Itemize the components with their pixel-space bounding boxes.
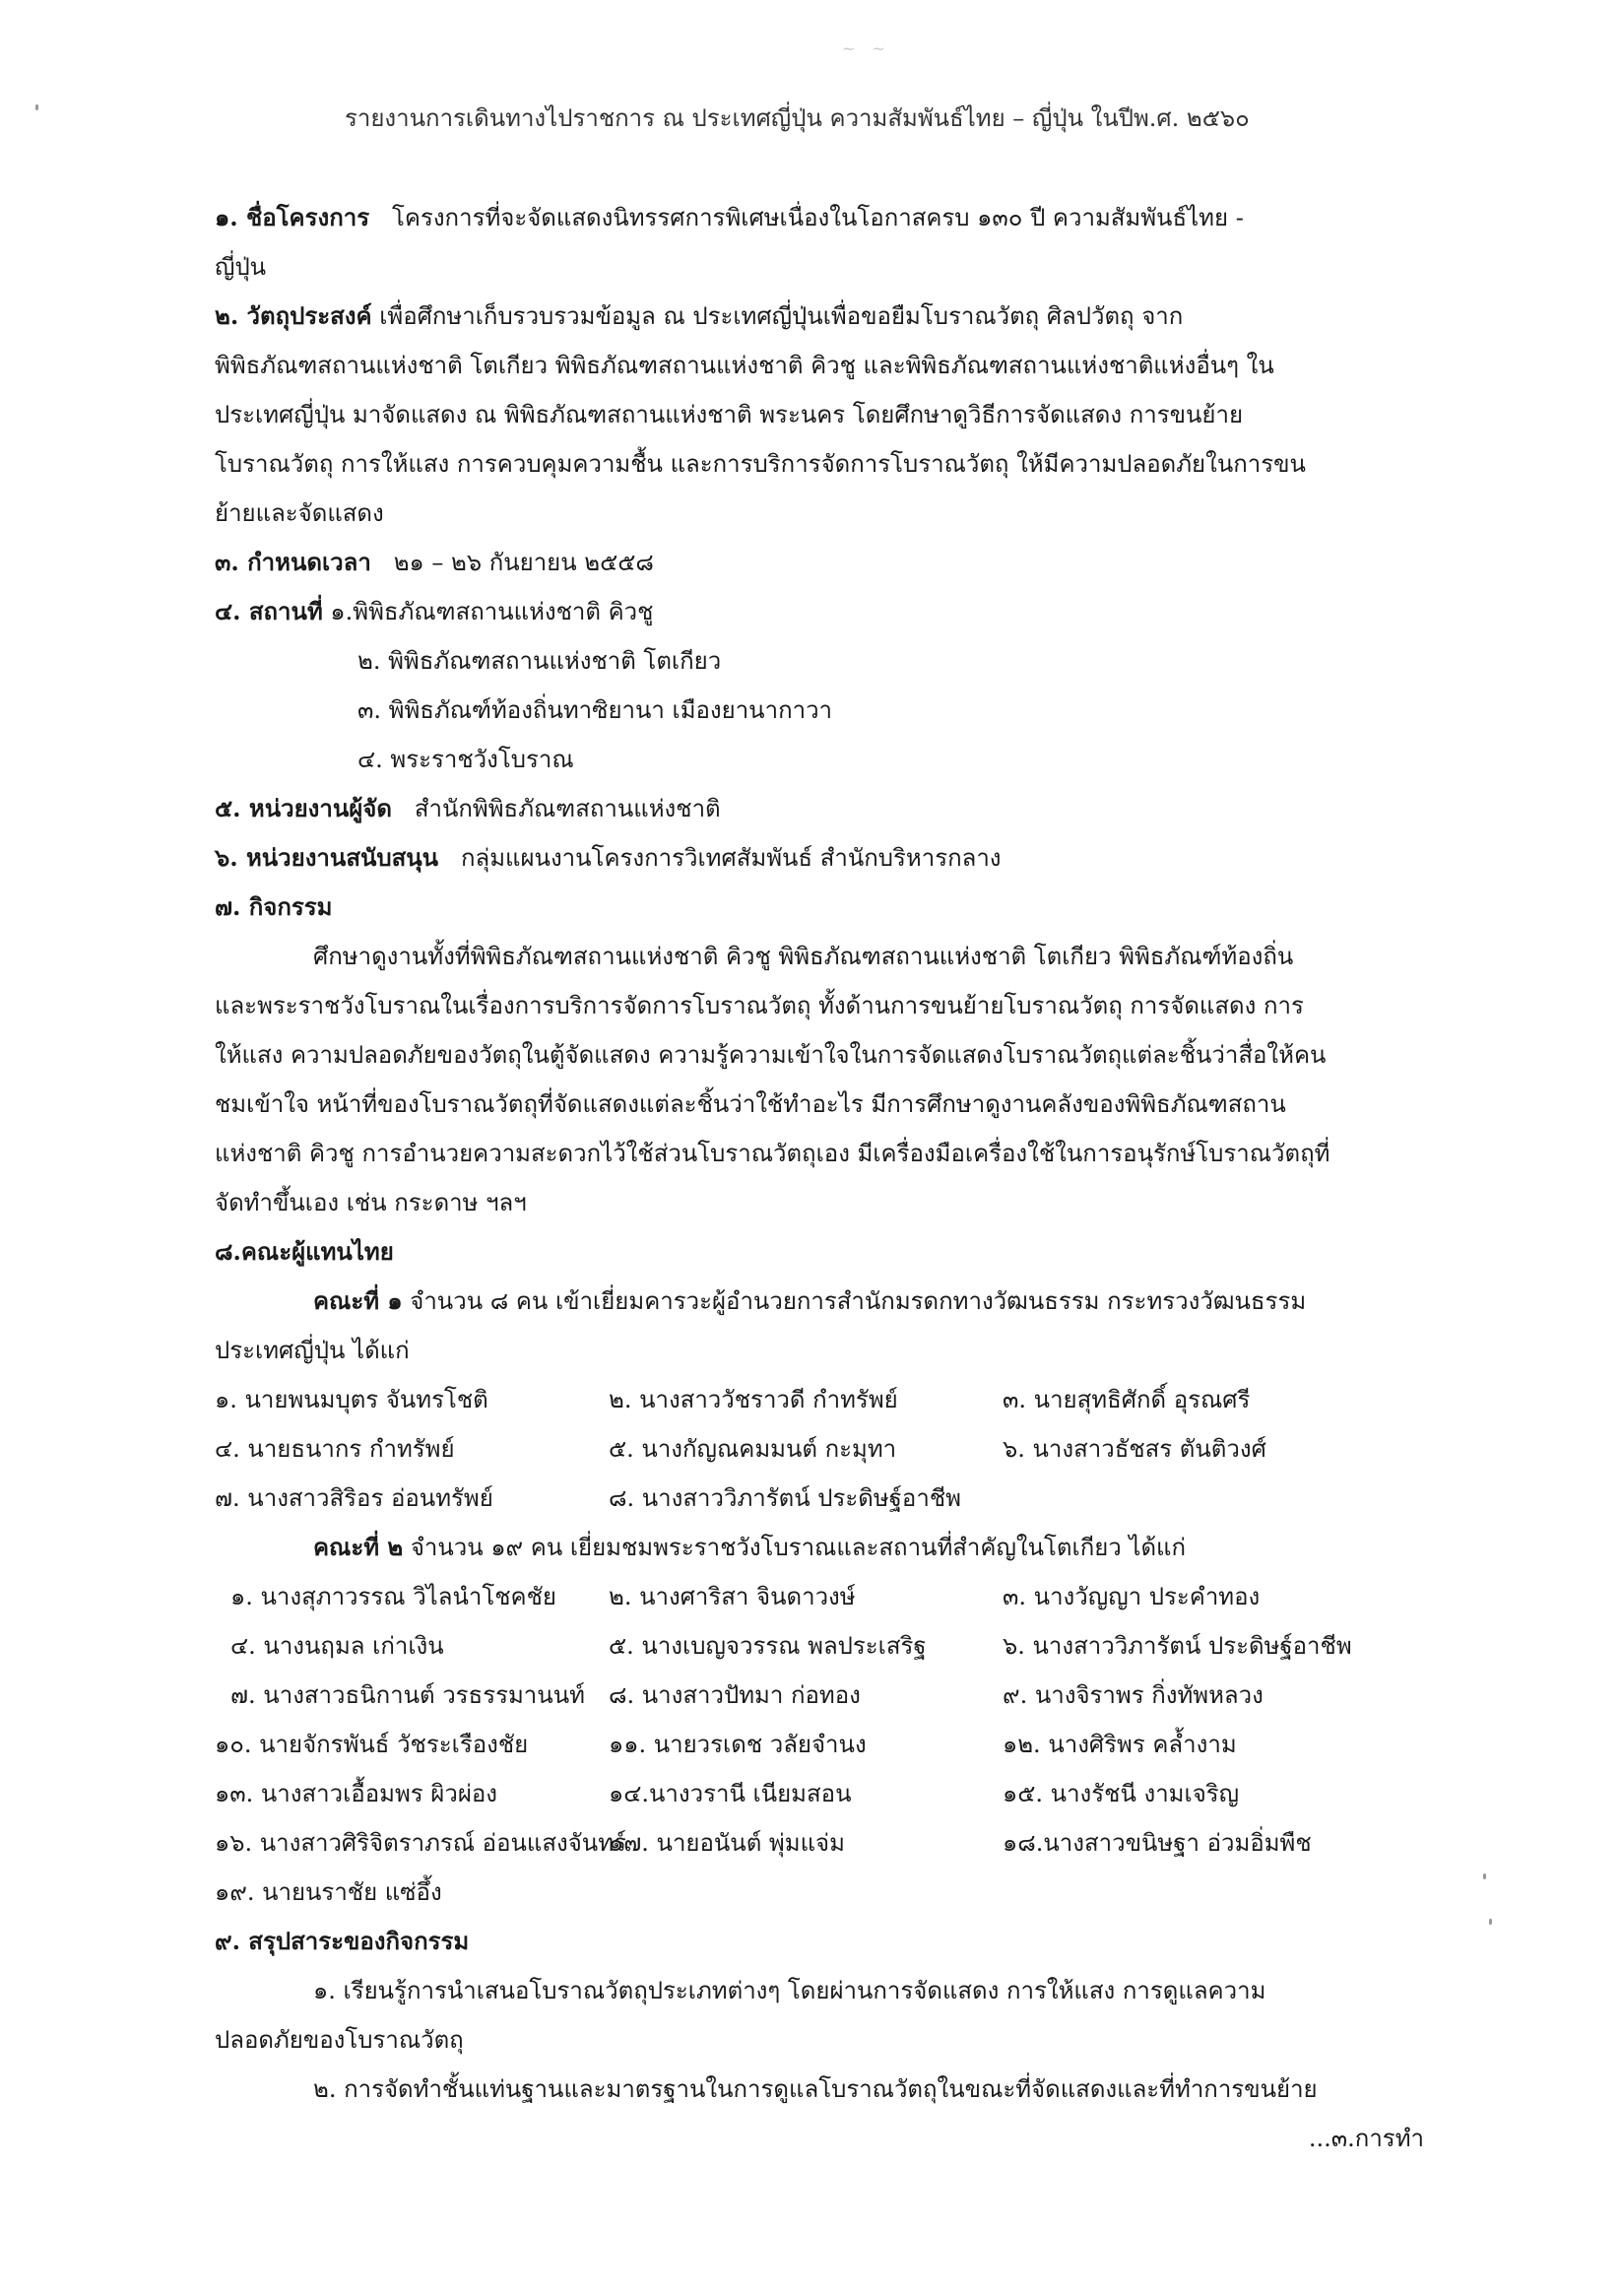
section-7-line: ศึกษาดูงานทั้งที่พิพิธภัณฑสถานแห่งชาติ คิวชู พิพิธภัณฑสถานแห่งชาติ โตเกียว พิพิธภัณฑ์ท้องถิ่น: [313, 943, 1294, 970]
member: ๔. นายธนากร กำทรัพย์: [215, 1435, 455, 1463]
section-6: [215, 833, 1465, 883]
member: ๑๗. นายอนันต์ พุ่มแจ่ม: [609, 1829, 845, 1857]
section-1-label: ๑. ชื่อโครงการ: [215, 203, 370, 231]
member: ๗. นางสาวสิริอร อ่อนทรัพย์: [215, 1484, 493, 1512]
section-2-line: ประเทศญี่ปุ่น มาจัดแสดง ณ พิพิธภัณฑสถานแห่งชาติ พระนคร โดยศึกษาดูวิธีการจัดแสดง การขนย้าย: [215, 401, 1244, 428]
group-1-members: [215, 1375, 1465, 1523]
member: ๑๘.นางสาวขนิษฐา อ่วมอิ่มพืช: [1003, 1829, 1312, 1857]
section-5-label: ๕. หน่วยงานผู้จัด: [215, 794, 392, 822]
member: ๗. นางสาวธนิกานต์ วรธรรมานนท์: [230, 1681, 585, 1709]
section-7-line: จัดทำขึ้นเอง เช่น กระดาษ ฯลฯ: [215, 1189, 527, 1216]
section-7-line: ให้แสง ความปลอดภัยของวัตถุในตู้จัดแสดง ความรู้ความเข้าใจในการจัดแสดงโบราณวัตถุแต่ละชิ้นว่าสื่อให้คน: [215, 1041, 1327, 1069]
group-1-text: จำนวน ๘ คน เข้าเยี่ยมคารวะผู้อำนวยการสำนักมรดกทางวัฒนธรรม กระทรวงวัฒนธรรม: [410, 1287, 1307, 1315]
section-8-label: ๘.คณะผู้แทนไทย: [215, 1237, 394, 1266]
member: ๒. นางศาริสา จินดาวงษ์: [609, 1583, 856, 1610]
section-8: [215, 1227, 1465, 1277]
group-2-members: [215, 1572, 1465, 1720]
group-2-label: คณะที่ ๒: [313, 1533, 404, 1561]
scan-speck: [1489, 1919, 1492, 1925]
section-2-line: พิพิธภัณฑสถานแห่งชาติ โตเกียว พิพิธภัณฑสถานแห่งชาติ คิวชู และพิพิธภัณฑสถานแห่งชาติแห่งอื่นๆ ใน: [215, 352, 1274, 379]
group-1-text-2: ประเทศญี่ปุ่น ได้แก่: [215, 1337, 410, 1364]
member: ๑. นางสุภาวรรณ วิไลนำโชคชัย: [230, 1583, 556, 1610]
next-page-catchword: ...๓.การทำ: [1308, 2125, 1424, 2152]
scan-speck: [35, 104, 38, 110]
member: ๔. นางนฤมล เก่าเงิน: [230, 1632, 444, 1660]
member: ๑๖. นางสาวศิริจิตราภรณ์ อ่อนแสงจันทร์: [215, 1829, 626, 1857]
summary-2: ๒. การจัดทำชั้นแท่นฐานและมาตรฐานในการดูแลโบราณวัตถุในขณะที่จัดแสดงและที่ทำการขนย้าย: [313, 2075, 1318, 2103]
member: ๘. นางสาวปัทมา ก่อทอง: [609, 1681, 861, 1709]
section-1-text: โครงการที่จะจัดแสดงนิทรรศการพิเศษเนื่องในโอกาสครบ ๑๓๐ ปี ความสัมพันธ์ไทย -: [392, 204, 1244, 231]
member: ๑๔.นางวรานี เนียมสอน: [609, 1780, 852, 1807]
section-1: [215, 193, 1465, 242]
section-3: [215, 538, 1465, 587]
member: ๕. นางกัญณคมมนต์ กะมุทา: [609, 1435, 897, 1463]
section-7-label: ๗. กิจกรรม: [215, 892, 333, 921]
member: ๑๐. นายจักรพันธ์ วัชระเรืองชัย: [215, 1731, 529, 1758]
scan-marks: ~ ~: [842, 39, 891, 58]
member: ๑๑. นายวรเดช วลัยจำนง: [609, 1731, 867, 1758]
section-5-text: สำนักพิพิธภัณฑสถานแห่งชาติ: [414, 795, 721, 822]
member: ๖. นางสาวธัชสร ตันติวงศ์: [1003, 1435, 1266, 1463]
group-2-intro: [215, 1523, 1465, 1572]
summary-1: ๑. เรียนรู้การนำเสนอโบราณวัตถุประเภทต่างๆ โดยผ่านการจัดแสดง การให้แสง การดูแลความ: [313, 1977, 1266, 2004]
member: ๑๕. นางรัชนี งามเจริญ: [1003, 1780, 1240, 1807]
group-1-intro: [215, 1277, 1465, 1326]
group-2-text: จำนวน ๑๙ คน เยี่ยมชมพระราชวังโบราณและสถานที่สำคัญในโตเกียว ได้แก่: [410, 1534, 1187, 1561]
section-4-label: ๔. สถานที่: [215, 597, 323, 625]
section-9-label: ๙. สรุปสาระของกิจกรรม: [215, 1927, 470, 1955]
section-7-line: แห่งชาติ คิวชู การอำนวยความสะดวกไว้ใช้ส่วนโบราณวัตถุเอง มีเครื่องมือเครื่องใช้ในการอนุรักษ์โบราณวัตถุที่: [215, 1140, 1330, 1167]
section-2: [215, 292, 1465, 341]
location-item: ๓. พิพิธภัณฑ์ท้องถิ่นทาซิยานา เมืองยานากาวา: [357, 696, 833, 724]
member: ๓. นายสุทธิศักดิ์ อุรณศรี: [1003, 1386, 1251, 1413]
member: ๑๓. นางสาวเอื้อมพร ผิวผ่อง: [215, 1780, 498, 1807]
summary-1-cont: ปลอดภัยของโบราณวัตถุ: [215, 2026, 464, 2054]
location-item: ๒. พิพิธภัณฑสถานแห่งชาติ โตเกียว: [357, 647, 722, 675]
section-2-line: โบราณวัตถุ การให้แสง การควบคุมความชื้น และการบริการจัดการโบราณวัตถุ ให้มีความปลอดภัยในการขน: [215, 450, 1306, 478]
section-2-label: ๒. วัตถุประสงค์: [215, 301, 372, 330]
member: ๒. นางสาววัชราวดี กำทรัพย์: [609, 1386, 898, 1413]
location-item: ๑.พิพิธภัณฑสถานแห่งชาติ คิวชู: [330, 598, 654, 625]
section-6-text: กลุ่มแผนงานโครงการวิเทศสัมพันธ์ สำนักบริหารกลาง: [460, 844, 1002, 872]
section-7: [215, 883, 1465, 932]
member: ๖. นางสาววิภารัตน์ ประดิษฐ์อาชีพ: [1003, 1632, 1352, 1660]
document-body: [215, 193, 1465, 2163]
section-6-label: ๖. หน่วยงานสนับสนุน: [215, 843, 439, 872]
group-2-members-cont: [215, 1720, 1465, 1917]
location-item: ๔. พระราชวังโบราณ: [357, 746, 574, 773]
member: ๙. นางจิราพร กิ่งทัพหลวง: [1003, 1681, 1264, 1709]
member: ๓. นางวัญญา ประคำทอง: [1003, 1583, 1261, 1610]
section-7-line: ชมเข้าใจ หน้าที่ของโบราณวัตถุที่จัดแสดงแต่ละชิ้นว่าใช้ทำอะไร มีการศึกษาดูงานคลังของพิพิธภัณฑสถาน: [215, 1090, 1286, 1118]
section-1-text-2: ญี่ปุ่น: [215, 253, 267, 281]
group-1-label: คณะที่ ๑: [313, 1286, 403, 1315]
section-9: [215, 1917, 1465, 1966]
page-header: รายงานการเดินทางไปราชการ ณ ประเทศญี่ปุ่น ความสัมพันธ์ไทย – ญี่ปุ่น ในปีพ.ศ. ๒๕๖๐: [345, 104, 1250, 132]
member: ๑๒. นางศิริพร คล้ำงาม: [1003, 1731, 1237, 1758]
member: ๘. นางสาววิภารัตน์ ประดิษฐ์อาชีพ: [609, 1484, 961, 1512]
section-3-text: ๒๑ – ๒๖ กันยายน ๒๕๕๘: [393, 549, 654, 576]
member: ๑๙. นายนราชัย แซ่อึ้ง: [215, 1878, 442, 1906]
section-7-line: และพระราชวังโบราณในเรื่องการบริการจัดการโบราณวัตถุ ทั้งด้านการขนย้ายโบราณวัตถุ การจัดแสดง การ: [215, 992, 1304, 1019]
section-3-label: ๓. กำหนดเวลา: [215, 548, 371, 576]
section-4: [215, 587, 1465, 636]
member: ๕. นางเบญจวรรณ พลประเสริฐ: [609, 1632, 927, 1660]
section-5: [215, 784, 1465, 833]
scan-speck: [1483, 1873, 1486, 1879]
section-2-line: เพื่อศึกษาเก็บรวบรวมข้อมูล ณ ประเทศญี่ปุ่นเพื่อขอยืมโบราณวัตถุ ศิลปวัตถุ จาก: [379, 302, 1184, 330]
section-2-line: ย้ายและจัดแสดง: [215, 499, 384, 527]
member: ๑. นายพนมบุตร จันทรโชติ: [215, 1386, 488, 1413]
